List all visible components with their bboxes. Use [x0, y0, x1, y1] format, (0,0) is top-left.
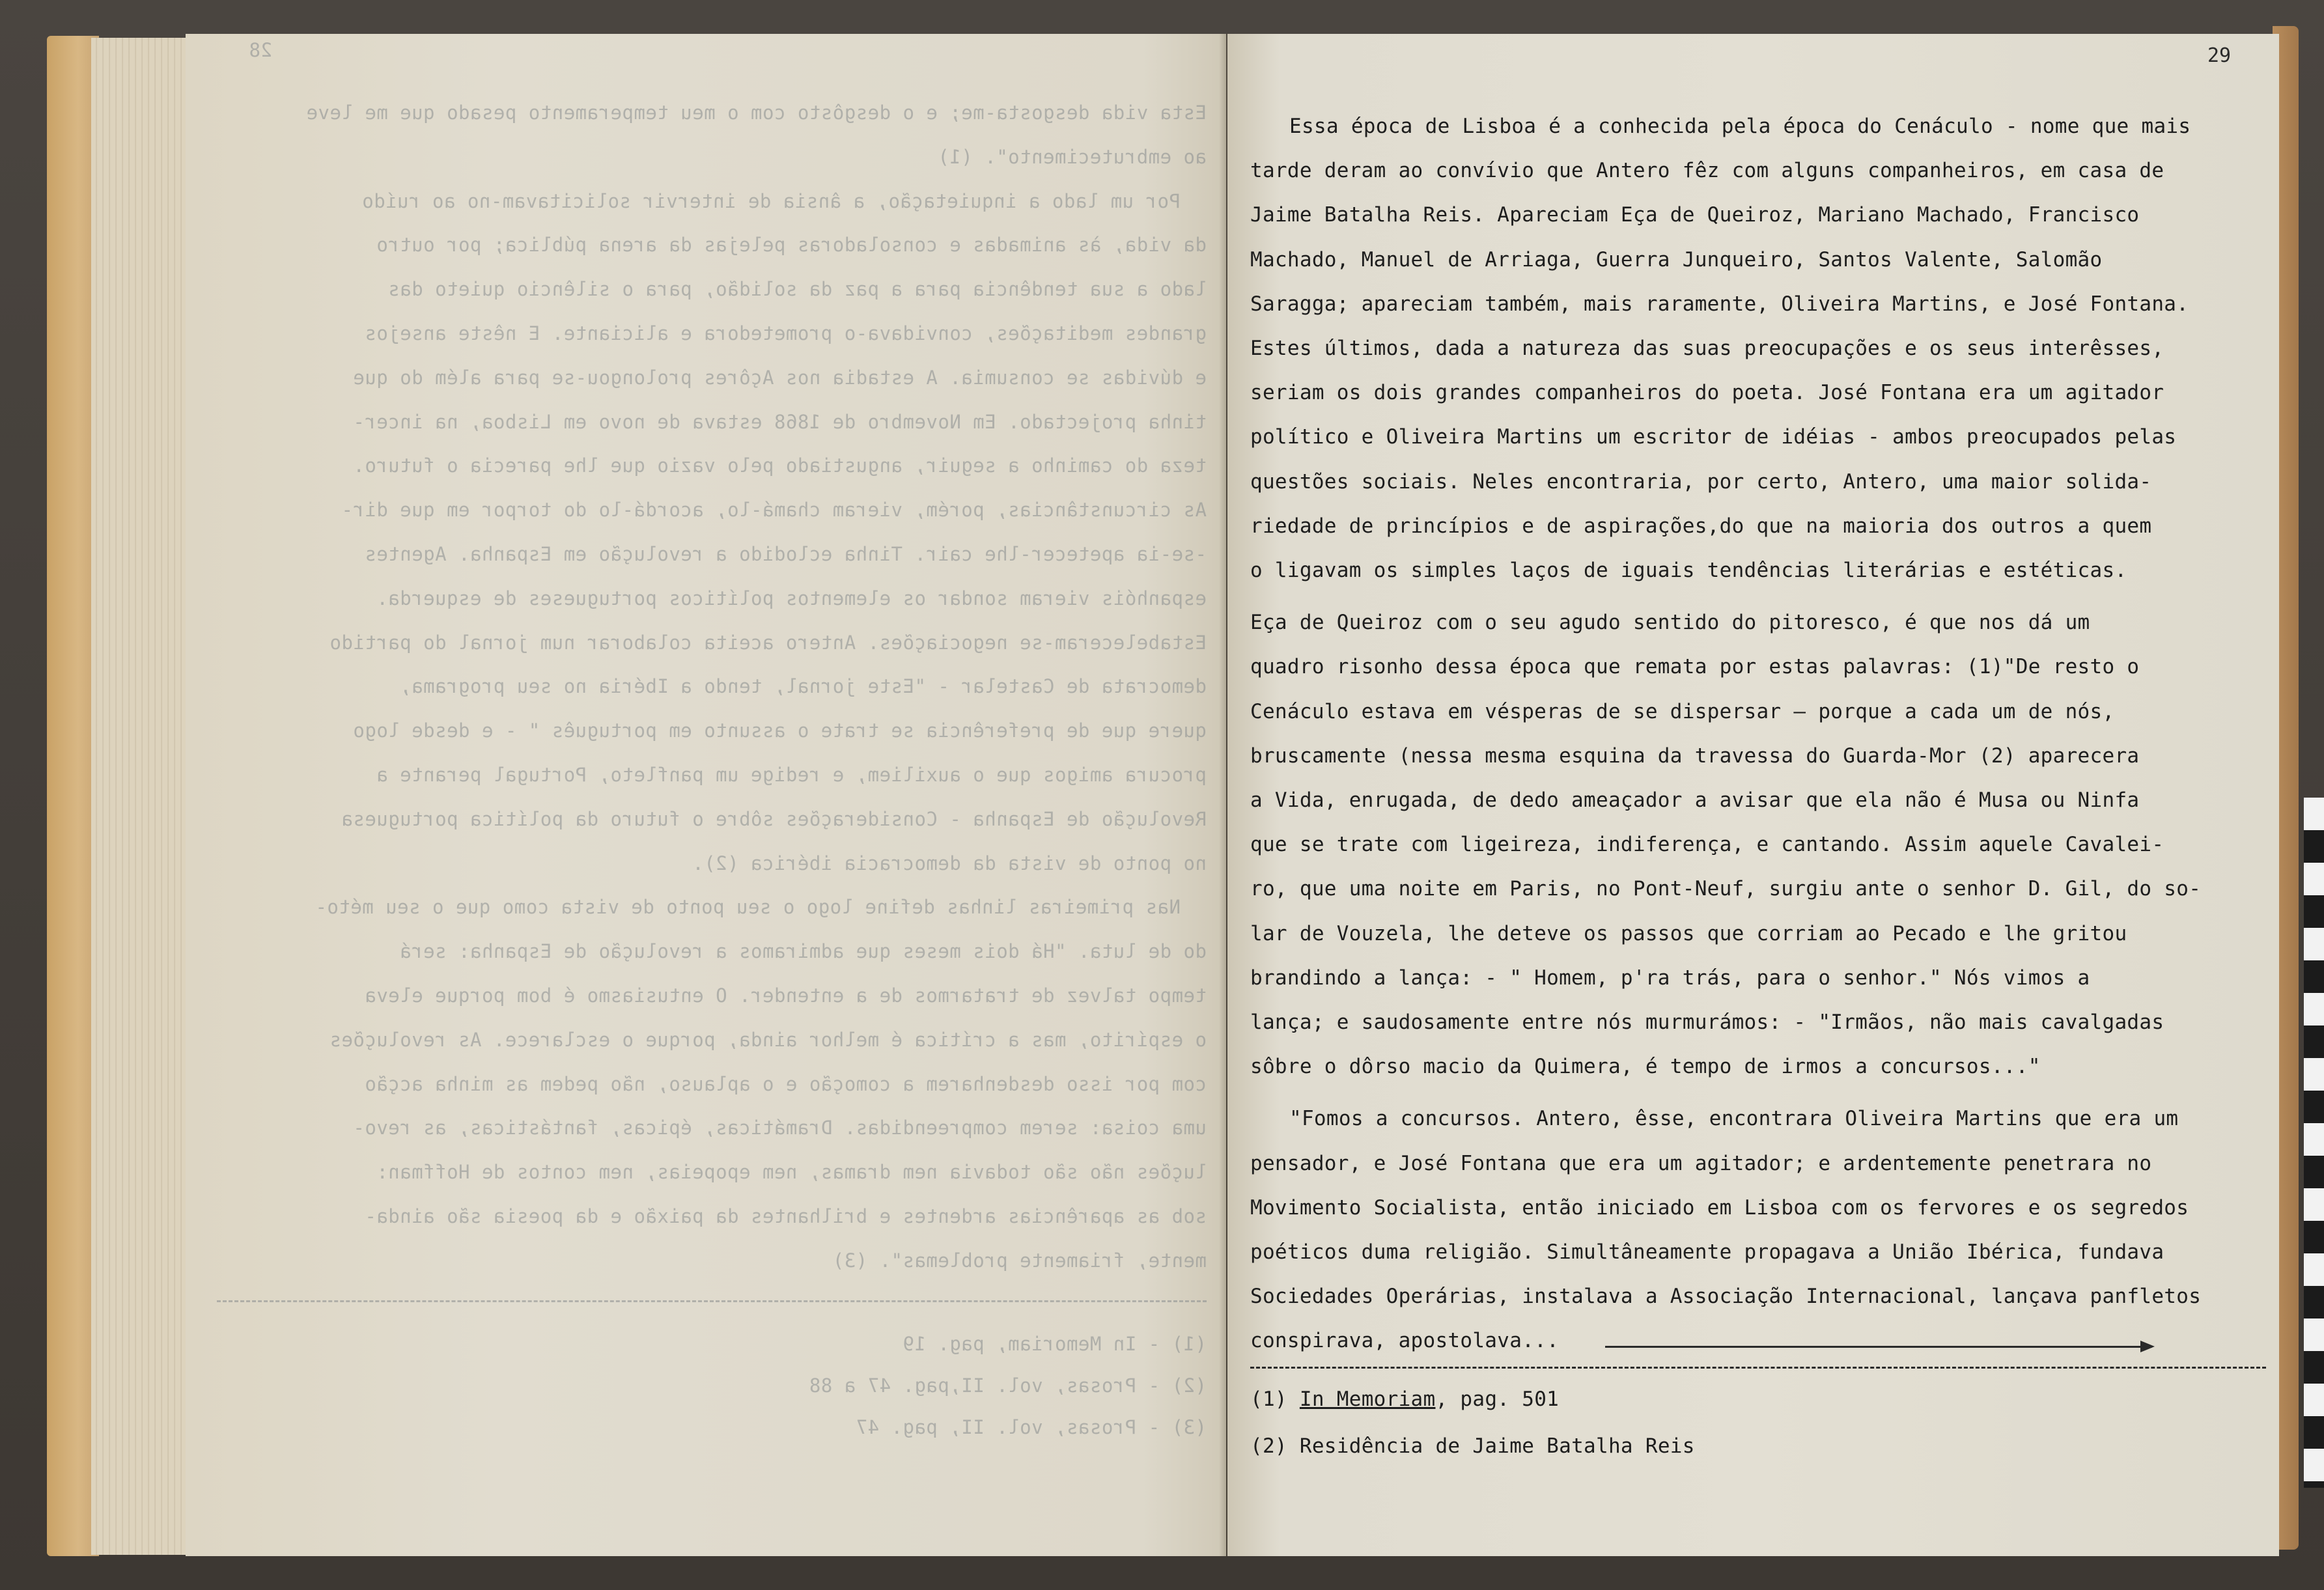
body-line: Eça de Queiroz com o seu agudo sentido do pitoresco, é que nos dá um [1250, 611, 2090, 635]
body-line: político e Oliveira Martins um escritor de idéias - ambos preocupados pelas [1250, 425, 2177, 449]
bleed-line: espanhóis vieram sondar os elementos políticos portugueses de esquerda. [376, 587, 1207, 609]
body-line: conspirava, apostolava... [1250, 1329, 1560, 1353]
body-line: que se trate com ligeireza, indiferença, e cantando. Assim aquele Cavalei- [1250, 833, 2164, 857]
bleed-line: tinha projectado. Em Novembro de 1868 estava de novo em Lisboa, na incer- [352, 410, 1207, 433]
page-number: 29 [2207, 44, 2232, 67]
body-line: seriam os dois grandes companheiros do poeta. José Fontana era um agitador [1250, 381, 2164, 405]
bleed-line: teza do caminho a seguir, angustiado pelo vazio que lhe parecia o futuro. [352, 454, 1207, 477]
bleed-line: sob as aparências ardentes e brilhantes da paixão e da poesia são ainda- [364, 1205, 1207, 1227]
body-line: riedade de princípios e de aspirações,do que na maioria dos outros a quem [1250, 514, 2152, 538]
body-line: poéticos duma religião. Simultâneamente propagava a União Ibérica, fundava [1250, 1240, 2164, 1264]
body-line: Jaime Batalha Reis. Apareciam Eça de Queiroz, Mariano Machado, Francisco [1250, 203, 2140, 227]
body-line: o ligavam os simples laços de iguais tendências literárias e estéticas. [1250, 559, 2127, 582]
bleed-line: -se-ia apetecer-lhe cair. Tinha eclodido a revolução em Espanha. Agentes [364, 543, 1207, 565]
footnote-reference: In Memoriam [1299, 1388, 1436, 1412]
bleed-line: Por um lado a inquietação, a ânsia de intervir solicitavam-no ao ruído [361, 189, 1181, 212]
bleed-line: Nas primeiras linhas define logo o seu ponto de vista como que o seu méto- [315, 896, 1181, 919]
continuation-arrow [1605, 1346, 2152, 1348]
footnote-separator [1250, 1367, 2266, 1369]
bleed-line: quere que de preferência se trate o assunto em português " - e desde logo [352, 719, 1207, 742]
bleed-line: mente, friamente problemas". (3) [832, 1249, 1207, 1272]
bleed-line: As circunstâncias, porém, vieram chamá-lo, acordá-lo do torpor em que dir- [341, 499, 1207, 522]
bleed-line: do de luta. "Há dois meses que admiramos a revolução de Espanha: será [399, 940, 1207, 963]
footnote-text: Residência de Jaime Batalha Reis [1287, 1434, 1695, 1458]
body-line: Machado, Manuel de Arriaga, Guerra Junqueiro, Santos Valente, Salomão [1250, 247, 2103, 272]
bleed-line: Esta vida desgosta-me; e o desgôsto com o meu temperamento pesado que me leve [306, 102, 1207, 124]
body-line: Movimento Socialista, então iniciado em Lisboa com os fervores e os segredos [1250, 1195, 2189, 1220]
bleed-line: grandes meditações, convidava-o prometedora e aliciante. E nêste ansejos [364, 322, 1207, 344]
bleed-through-text [186, 34, 1226, 1556]
footnote [1250, 1388, 1559, 1411]
body-line: lar de Vouzela, lhe deteve os passos que corriam ao Pecado e lhe gritou [1250, 921, 2127, 945]
bleed-footnote-separator [217, 1300, 1207, 1302]
body-line: a Vida, enrugada, de dedo ameaçador a avisar que ela não é Musa ou Ninfa [1250, 788, 2140, 812]
left-page [186, 34, 1226, 1556]
body-line: questões sociais. Neles encontraria, por certo, Antero, uma maior solida- [1250, 469, 2152, 494]
body-line: Estes últimos, dada a natureza das suas preocupações e os seus interêsses, [1250, 337, 2164, 360]
footnote-number: (1) [1250, 1388, 1287, 1412]
bleed-line: Estabeleceram-se negociações. Antero aceita colaborar num jornal do partido [329, 631, 1207, 654]
body-line: tarde deram ao convívio que Antero fêz com alguns companheiros, em casa de [1250, 159, 2164, 183]
bleed-footnote: (1) - In Memoriam, pag. 19 [903, 1332, 1207, 1355]
bleed-line: luções não são todavia nem dramas, nem epopeias, nem contos de Hoffman: [376, 1161, 1207, 1184]
body-line: sôbre o dôrso macio da Quimera, é tempo de irmos a concursos..." [1250, 1055, 2041, 1079]
bleed-line: Revolução de Espanha - Considerações sôbre o futuro da política portuguesa [341, 807, 1207, 830]
bleed-footnote: (3) - Prosas, vol. II, pag. 47 [856, 1416, 1207, 1438]
bleed-line: democrata de Castelar - "Este jornal, tendo a Ibéria no seu programa, [399, 675, 1207, 698]
body-line: "Fomos a concursos. Antero, êsse, encontrara Oliveira Martins que era um [1289, 1107, 2179, 1131]
bleed-line: uma coisa: serem compreendidas. Dramáticas, épicas, fantásticas, as revo- [352, 1117, 1207, 1139]
page-stack-edges [91, 38, 189, 1555]
bleed-line: tempo talvez de tratarmos de a entender. O entusiasmo é bom porque eleva [364, 984, 1207, 1007]
body-line: Saragga; apareciam também, mais raramente, Oliveira Martins, e José Fontana. [1250, 292, 2189, 316]
footnote-text: , pag. 501 [1435, 1388, 1560, 1412]
bleed-line: da vida, às animadas e consoladoras pelejas da arena pública; por outro [376, 234, 1207, 257]
bleed-line: o espírito, mas a crítica é melhor ainda, porque o esclarece. As revoluções [329, 1028, 1207, 1051]
body-line: Sociedades Operárias, instalava a Associação Internacional, lançava panfletos [1250, 1285, 2202, 1309]
bleed-line: procura amigos que o auxiliem, e redige um panfleto, Portugal perante a [376, 764, 1207, 786]
body-line: lança; e saudosamente entre nós murmurámos: - "Irmãos, não mais cavalgadas [1250, 1011, 2164, 1034]
body-line: ro, que uma noite em Paris, no Pont-Neuf, surgiu ante o senhor D. Gil, do so- [1250, 877, 2202, 901]
right-page [1227, 34, 2279, 1556]
footnote-number: (2) [1250, 1434, 1287, 1458]
bleed-line: ao embrutecimento". (1) [937, 145, 1207, 168]
body-line: quadro risonho dessa época que remata por estas palavras: (1)"De resto o [1250, 655, 2140, 679]
bleed-page-number: 28 [249, 39, 272, 61]
bleed-line: e dúvidas se consumia. A estadia nos Açôres prolongou-se para além do que [352, 366, 1207, 389]
bleed-footnote: (2) - Prosas, vol. II,pag. 47 a 88 [809, 1374, 1207, 1397]
body-line: Essa época de Lisboa é a conhecida pela época do Cenáculo - nome que mais [1289, 115, 2191, 138]
bleed-line: no ponto de vista da democracia ibérica (2). [692, 852, 1207, 874]
body-line: bruscamente (nessa mesma esquina da travessa do Guarda-Mor (2) aparecera [1250, 744, 2140, 768]
body-line: brandindo a lança: - " Homem, p'ra trás, para o senhor." Nós vimos a [1250, 966, 2090, 990]
body-line: Cenáculo estava em vésperas de se dispersar — porque a cada um de nós, [1250, 699, 2115, 723]
footnote [1250, 1434, 1695, 1458]
scale-ruler [2304, 798, 2324, 1488]
bleed-line: lado a sua tendência para a paz da solidão, para o silêncio quieto das [387, 278, 1207, 301]
body-line: pensador, e José Fontana que era um agitador; e ardentemente penetrara no [1250, 1151, 2152, 1175]
bleed-line: com por isso desdenharem a comoção e o aplauso, não pedem as minha acção [364, 1072, 1207, 1095]
